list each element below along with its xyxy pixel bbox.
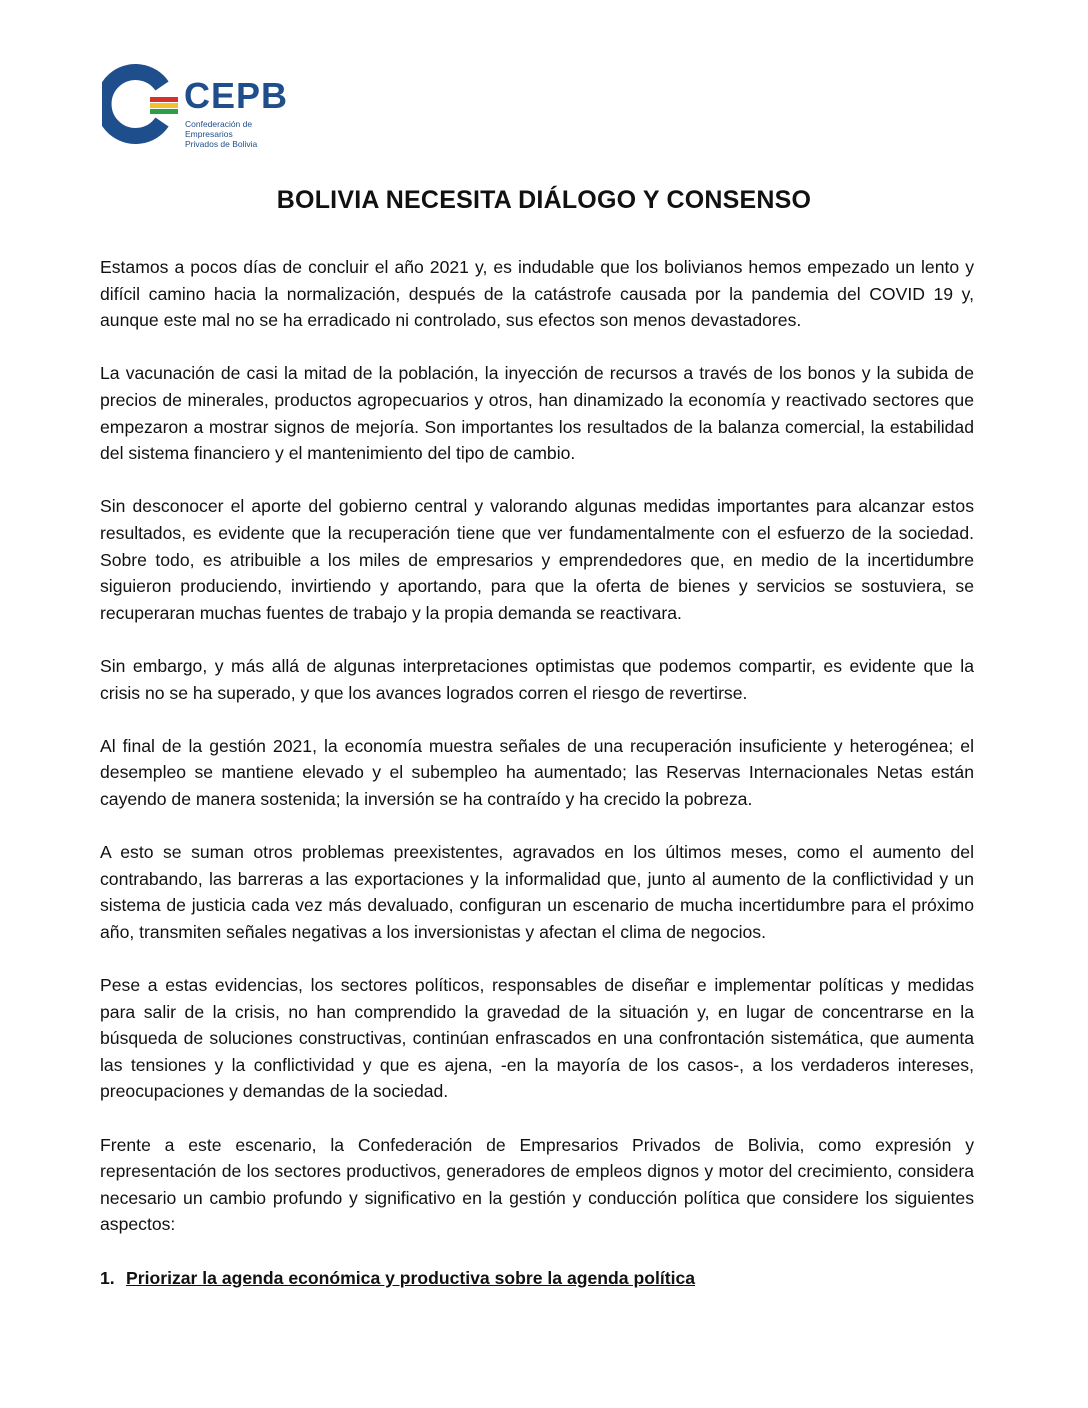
document-title: BOLIVIA NECESITA DIÁLOGO Y CONSENSO: [276, 186, 812, 214]
paragraph-4: Sin embargo, y más allá de algunas interpretaciones optimistas que podemos compartir, es evidente que la crisis no se ha superado, y que los avances logrados corren el riesgo de revertirse.: [100, 655, 974, 703]
cepb-logo: [102, 64, 302, 149]
logo-red-stripe: [150, 97, 178, 102]
logo-yellow-stripe: [150, 103, 178, 108]
logo-subtitle: [185, 119, 295, 149]
numbered-heading-1: [100, 1265, 974, 1292]
document-body: [100, 254, 974, 1291]
paragraph-3: Sin desconocer el aporte del gobierno central y valorando algunas medidas importantes para alcanzar estos resultados, es evidente que la recuperación tiene que ver fundamentalmente con el esfuerzo de la sociedad. Sobre todo, es atribuible a los miles de empresarios y emprendedores que, en medio de la incertidumbre siguieron produciendo, invirtiendo y aportando, para que la oferta de bienes y servicios se sostuviera, se recuperaran muchas fuentes de trabajo y la propia demanda se reactivara.: [100, 496, 974, 623]
paragraph-7: Pese a estas evidencias, los sectores políticos, responsables de diseñar e implementar políticas y medidas para salir de la crisis, no han comprendido la gravedad de la situación y, en lugar de concentrarse en la búsqueda de soluciones constructivas, continúan enfrascados en una confrontación sistemática, que aumenta las tensiones y la conflictividad y que es ajena, -en la mayoría de los casos-, a los verdaderos intereses, preocupaciones y demandas de la sociedad.: [100, 975, 974, 1102]
logo-green-stripe: [150, 109, 178, 114]
list-heading-text: Priorizar la agenda económica y productiva sobre la agenda política: [126, 1267, 696, 1288]
paragraph-2: La vacunación de casi la mitad de la población, la inyección de recursos a través de los bonos y la subida de precios de minerales, productos agropecuarios y otros, han dinamizado la economía y reactivado sectores que empezaron a mostrar signos de mejoría. Son importantes los resultados de la balanza comercial, la estabilidad del sistema financiero y el mantenimiento del tipo de cambio.: [100, 363, 974, 464]
cepb-logo-icon: [102, 64, 182, 144]
logo-subtitle-line2: Privados de Bolivia: [185, 139, 258, 149]
paragraph-5: Al final de la gestión 2021, la economía muestra señales de una recuperación insuficiente y heterogénea; el desempleo se mantiene elevado y el subempleo ha aumentado; las Reservas Internacionales Netas están cayendo de manera sostenida; la inversión se ha contraído y ha crecido la pobreza.: [100, 735, 974, 809]
paragraph-1: Estamos a pocos días de concluir el año 2021 y, es indudable que los bolivianos hemos empezado un lento y difícil camino hacia la normalización, después de la catástrofe causada por la pandemia del COVID 19 y, aunque este mal no se ha erradicado ni controlado, sus efectos son menos devastadores.: [100, 257, 974, 331]
logo-subtitle-line1: Confederación de Empresarios: [185, 119, 253, 139]
logo-name: CEPB: [184, 75, 289, 116]
paragraph-6: A esto se suman otros problemas preexistentes, agravados en los últimos meses, como el aumento del contrabando, las barreras a las exportaciones y la informalidad que, junto al aumento de la conflictividad y un sistema de justicia cada vez más devaluado, configuran un escenario de mucha incertidumbre para el próximo año, transmiten señales negativas a los inversionistas y afectan el clima de negocios.: [100, 842, 974, 942]
list-number: 1.: [100, 1267, 115, 1288]
paragraph-8: Frente a este escenario, la Confederación de Empresarios Privados de Bolivia, como expresión y representación de los sectores productivos, generadores de empleos dignos y motor del crecimiento, considera necesario un cambio profundo y significativo en la gestión y conducción política que considere los siguientes aspectos:: [100, 1134, 974, 1235]
